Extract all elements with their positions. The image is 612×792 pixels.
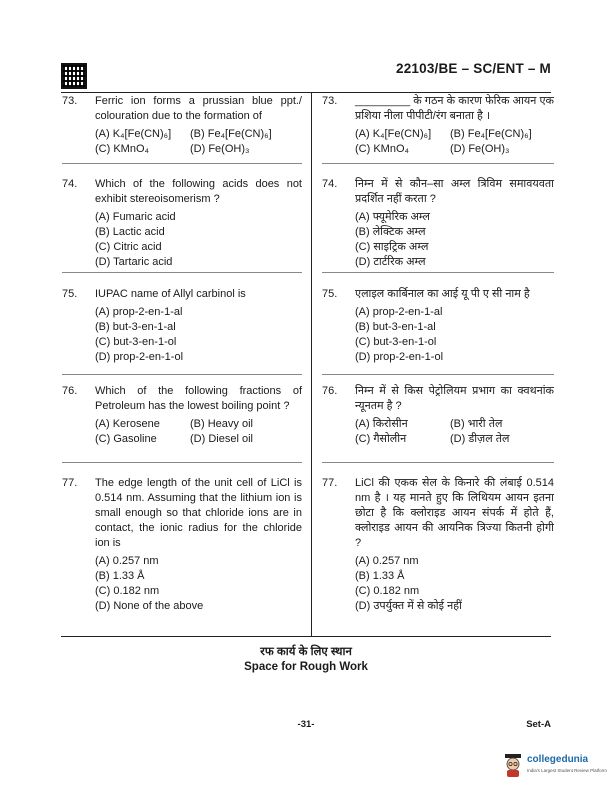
- option-row: [95, 255, 302, 270]
- option-row: [355, 335, 554, 350]
- en-question-76: [62, 384, 302, 447]
- option-row: [95, 584, 302, 599]
- answer-option: (D) prop-2-en-1-ol: [95, 351, 184, 363]
- answer-option: (C) but-3-en-1-ol: [95, 336, 177, 348]
- question-stem: Which of the following acids does not exhibit stereoisomerism ?: [95, 178, 302, 205]
- answer-option: (C) KMnO₄: [355, 143, 409, 155]
- option-row: [95, 305, 302, 320]
- option-row: [355, 569, 554, 584]
- answer-options: [355, 127, 554, 157]
- question-separator: [322, 462, 554, 463]
- answer-option: (C) Gasoline: [95, 433, 157, 445]
- answer-option: (A) K₄[Fe(CN)₆]: [355, 128, 432, 140]
- question-stem: IUPAC name of Allyl carbinol is: [95, 288, 246, 300]
- question-stem: _________ के गठन के कारण फेरिक आयन एक प्रशिया नीला पीपीटी/रंग बनाता है ।: [355, 95, 554, 122]
- option-row: [95, 569, 302, 584]
- answer-option: (B) Lactic acid: [95, 226, 165, 238]
- page-number: -31-: [297, 719, 315, 730]
- answer-option: (B) लेक्टिक अम्ल: [355, 226, 426, 238]
- student-mascot-icon: [502, 752, 524, 778]
- answer-options: [95, 417, 302, 447]
- option-row: [95, 142, 302, 157]
- answer-option: (B) but-3-en-1-al: [95, 321, 176, 333]
- en-question-74: [62, 177, 302, 270]
- question-separator: [62, 163, 302, 164]
- question-number: 73.: [62, 95, 78, 107]
- option-row: [355, 225, 554, 240]
- answer-option: (D) prop-2-en-1-ol: [355, 351, 444, 363]
- brand-name: collegedunia: [527, 754, 589, 765]
- answer-option: (C) 0.182 nm: [95, 585, 160, 597]
- answer-option: (C) but-3-en-1-ol: [355, 336, 437, 348]
- question-number: 74.: [322, 178, 338, 190]
- answer-option: (A) K₄[Fe(CN)₆]: [95, 128, 172, 140]
- hi-question-74: [322, 177, 554, 270]
- option-row: [355, 127, 554, 142]
- answer-option: (D) Tartaric acid: [95, 256, 173, 268]
- answer-options: [95, 127, 302, 157]
- option-row: [95, 127, 302, 142]
- question-stem: Ferric ion forms a prussian blue ppt./ colouration due to the formation of: [95, 95, 302, 122]
- answer-option: (A) prop-2-en-1-al: [355, 306, 443, 318]
- option-row: [355, 554, 554, 569]
- answer-options: [95, 210, 302, 270]
- answer-option: (A) Kerosene: [95, 418, 160, 430]
- answer-option: (B) Heavy oil: [190, 418, 253, 430]
- answer-option: (B) but-3-en-1-al: [355, 321, 436, 333]
- question-separator: [322, 374, 554, 375]
- question-number: 74.: [62, 178, 78, 190]
- answer-option: (A) 0.257 nm: [355, 555, 419, 567]
- question-separator: [322, 272, 554, 273]
- option-row: [355, 142, 554, 157]
- en-question-77: [62, 476, 302, 614]
- column-divider: [311, 92, 312, 636]
- option-row: [95, 599, 302, 614]
- answer-option: (C) Citric acid: [95, 241, 162, 253]
- answer-option: (A) 0.257 nm: [95, 555, 159, 567]
- question-separator: [62, 462, 302, 463]
- answer-options: [355, 305, 554, 365]
- answer-options: [355, 417, 554, 447]
- option-row: [95, 432, 302, 447]
- answer-option: (D) Fe(OH)₃: [450, 143, 510, 155]
- question-stem: The edge length of the unit cell of LiCl is 0.514 nm. Assuming that the lithium ion is small enough so that chloride ions are in contact, the ionic radius for the chloride ion is: [95, 477, 302, 549]
- header-rule: [61, 92, 551, 93]
- answer-option: (D) None of the above: [95, 600, 204, 612]
- question-separator: [62, 272, 302, 273]
- option-row: [355, 432, 554, 447]
- option-row: [95, 350, 302, 365]
- question-stem: एलाइल कार्बिनाल का आई यू पी ए सी नाम है: [355, 288, 530, 300]
- answer-options: [355, 554, 554, 614]
- answer-option: (C) 0.182 nm: [355, 585, 420, 597]
- answer-option: (D) टार्टरिक अम्ल: [355, 256, 426, 268]
- question-number: 76.: [62, 385, 78, 397]
- question-stem: LiCl की एकक सेल के किनारे की लंबाई 0.514 nm है । यह मानते हुए कि लिथियम आयन इतना छोटा है कि क्लोराइड आयन संपर्क में होते हैं, क्लोराइड आयन की आयनिक त्रिज्या कितनी होगी ?: [355, 477, 554, 549]
- question-number: 77.: [62, 477, 78, 489]
- option-row: [355, 350, 554, 365]
- answer-option: (A) किरोसीन: [355, 418, 408, 430]
- paper-code: 22103/BE – SC/ENT – M: [395, 61, 551, 76]
- option-row: [95, 554, 302, 569]
- question-number: 76.: [322, 385, 338, 397]
- rough-work-english: Space for Rough Work: [244, 661, 368, 673]
- option-row: [355, 305, 554, 320]
- brand-tagline: India's Largest Student Review Platform: [527, 768, 607, 773]
- en-question-73: [62, 94, 302, 157]
- question-stem: निम्न में से किस पेट्रोलियम प्रभाग का क्वथनांक न्यूनतम है ?: [355, 385, 554, 412]
- option-row: [355, 255, 554, 270]
- option-row: [95, 320, 302, 335]
- hi-question-76: [322, 384, 554, 447]
- option-row: [355, 584, 554, 599]
- question-number: 77.: [322, 477, 338, 489]
- en-question-75: [62, 287, 302, 365]
- option-row: [355, 240, 554, 255]
- question-stem: निम्न में से कौन–सा अम्ल त्रिविम समावयवता प्रदर्शित नहीं करता ?: [355, 178, 554, 205]
- answer-option: (D) Diesel oil: [190, 433, 253, 445]
- hi-question-77: [322, 476, 554, 614]
- answer-option: (D) डीज़ल तेल: [450, 433, 510, 445]
- question-number: 73.: [322, 95, 338, 107]
- answer-option: (B) 1.33 Å: [355, 570, 405, 582]
- option-row: [355, 599, 554, 614]
- answer-option: (C) साइट्रिक अम्ल: [355, 241, 429, 253]
- option-row: [95, 417, 302, 432]
- answer-option: (B) 1.33 Å: [95, 570, 145, 582]
- hi-question-73: [322, 94, 554, 157]
- answer-option: (A) Fumaric acid: [95, 211, 176, 223]
- option-row: [355, 417, 554, 432]
- question-separator: [62, 374, 302, 375]
- answer-options: [95, 305, 302, 365]
- answer-option: (C) गैसोलीन: [355, 433, 407, 445]
- option-row: [355, 320, 554, 335]
- rough-work-hindi: रफ कार्य के लिए स्थान: [260, 646, 352, 658]
- answer-option: (A) prop-2-en-1-al: [95, 306, 183, 318]
- answer-option: (B) Fe₄[Fe(CN)₆]: [190, 128, 272, 140]
- answer-option: (D) Fe(OH)₃: [190, 143, 250, 155]
- answer-options: [355, 210, 554, 270]
- question-separator: [322, 163, 554, 164]
- answer-option: (B) भारी तेल: [450, 418, 503, 430]
- option-row: [95, 335, 302, 350]
- answer-options: [95, 554, 302, 614]
- question-number: 75.: [62, 288, 78, 300]
- answer-option: (D) उपर्युक्त में से कोई नहीं: [355, 600, 462, 612]
- option-row: [95, 210, 302, 225]
- option-row: [355, 210, 554, 225]
- collegedunia-watermark: [500, 748, 610, 784]
- question-number: 75.: [322, 288, 338, 300]
- answer-option: (C) KMnO₄: [95, 143, 149, 155]
- hi-question-75: [322, 287, 554, 365]
- qr-code: [61, 63, 87, 89]
- answer-option: (B) Fe₄[Fe(CN)₆]: [450, 128, 532, 140]
- question-stem: Which of the following fractions of Petroleum has the lowest boiling point ?: [95, 385, 302, 412]
- answer-option: (A) फ्यूमेरिक अम्ल: [355, 211, 430, 223]
- set-label: Set-A: [526, 719, 551, 730]
- footer-rule: [61, 636, 551, 637]
- option-row: [95, 225, 302, 240]
- option-row: [95, 240, 302, 255]
